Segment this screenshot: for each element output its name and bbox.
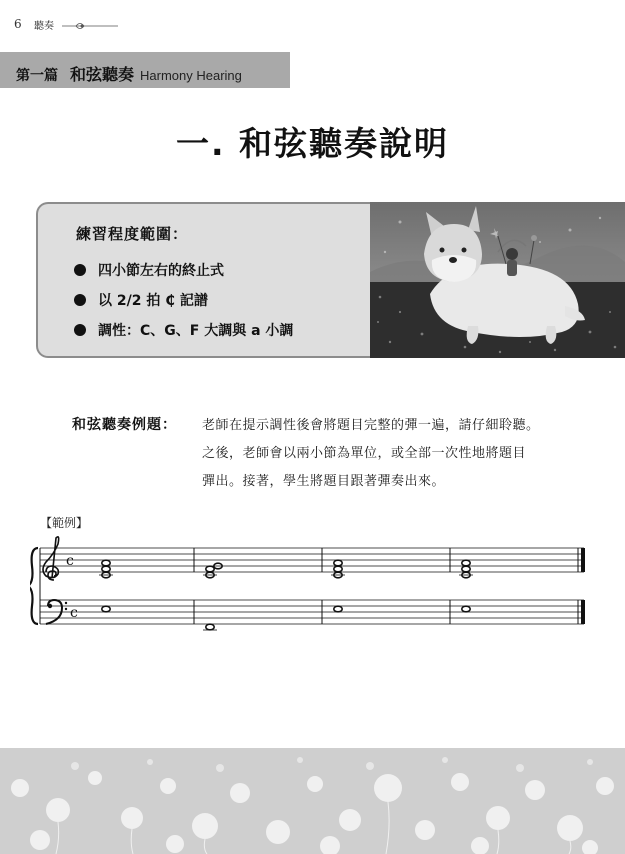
- time-signature-treble: c: [66, 553, 74, 569]
- treble-clef-icon: [43, 537, 59, 580]
- music-score: [30, 536, 590, 636]
- practice-range-item: 調性：C、G、F 大調與 a 小調: [74, 320, 293, 340]
- flower-footer: [0, 748, 625, 854]
- chord-measure-4: [459, 560, 473, 612]
- page-title: 一. 和弦聽奏說明: [175, 124, 450, 163]
- banner-title: 和弦聽奏: [70, 65, 135, 84]
- header-ornament-icon: [62, 21, 122, 31]
- practice-range-box: [36, 202, 625, 358]
- practice-range-item: 四小節左右的終止式: [74, 260, 224, 280]
- example-text-line: 彈出。接著，學生將題目跟著彈奏出來。: [202, 474, 446, 489]
- example-text-line: 老師在提示調性後會將題目完整的彈一遍，請仔細聆聽。: [202, 418, 540, 433]
- chord-measure-2: [203, 563, 222, 630]
- practice-range-heading: 練習程度範圍：: [76, 225, 189, 243]
- practice-range-item: 以 2/2 拍 ₵ 記譜: [74, 290, 208, 310]
- brace-icon: [30, 548, 38, 624]
- bass-staff: [40, 600, 584, 624]
- treble-staff: [40, 548, 584, 572]
- time-signature-bass: c: [70, 605, 78, 621]
- section-banner: [0, 52, 290, 88]
- bullet-dot-icon: [74, 294, 86, 306]
- corgi-illustration: [370, 202, 625, 358]
- practice-range-panel: [36, 202, 376, 358]
- banner-part: 第一篇: [16, 68, 58, 84]
- chord-measure-1: [99, 560, 113, 612]
- chord-measure-3: [331, 560, 345, 612]
- example-tag: 【範例】: [40, 516, 89, 530]
- barlines: [194, 548, 578, 624]
- bullet-dot-icon: [74, 264, 86, 276]
- banner-title-en: Harmony Hearing: [140, 68, 242, 83]
- page-number: 6: [14, 17, 22, 31]
- example-text-line: 之後，老師會以兩小節為單位，或全部一次性地將題目: [202, 446, 527, 461]
- example-label: 和弦聽奏例題：: [72, 417, 177, 433]
- page-header: [14, 15, 154, 35]
- running-title: 聽奏: [34, 21, 54, 32]
- bullet-dot-icon: [74, 324, 86, 336]
